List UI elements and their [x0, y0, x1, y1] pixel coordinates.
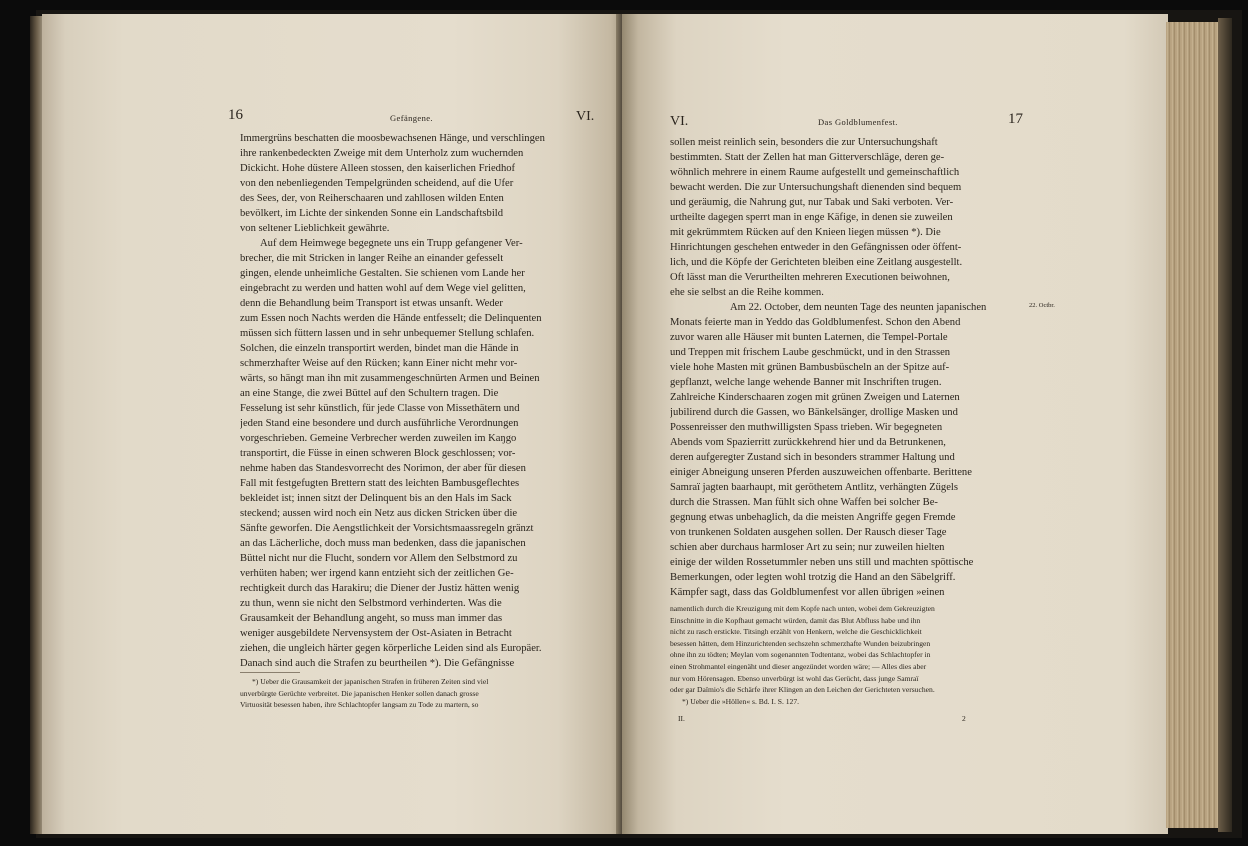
text-line: lich, und die Köpfe der Gerichteten bleiben eine Zeitlang ausgestellt.: [670, 257, 963, 268]
text-line: rechtigkeit durch das Harakiru; die Diener der Justiz hätten wenig: [240, 583, 520, 594]
footnote-line: Einschnitte in die Kopfhaut gemacht würden, damit das Blut Abfluss habe und ihn: [670, 615, 921, 625]
text-line: des Sees, der, von Reiherschaaren und zahllosen wilden Enten: [240, 193, 504, 204]
text-line: Solchen, die einzeln transportirt werden, bindet man die Hände in: [240, 343, 519, 354]
text-line: transportirt, die Füsse in einen schweren Block geschlossen; vor-: [240, 448, 516, 459]
text-line: Monats feierte man in Yeddo das Goldblumenfest. Schon den Abend: [670, 317, 961, 328]
footnote-line: unverbürgte Gerüchte verbreitet. Die japanischen Henker sollen danach grosse: [240, 688, 479, 698]
text-line: an eine Stange, die zwei Büttel auf den Schultern tragen. Die: [240, 388, 499, 399]
left-section-number: VI.: [576, 109, 595, 124]
text-line: denn die Behandlung beim Transport ist etwas unsanft. Weder: [240, 298, 503, 309]
text-line: und Treppen mit frischem Laube geschmückt, und in den Strassen: [670, 347, 951, 358]
text-line: jeden Stand eine besondere und durch ausführliche Verordnungen: [240, 418, 519, 429]
text-line: verhüten haben; wer irgend kann entzieht sich der zeitlichen Ge-: [240, 568, 514, 579]
text-line: Samraï jagten baarhaupt, mit geröthetem Antlitz, verhängten Zügels: [670, 482, 959, 493]
footnote-line: einen Strohmantel eingenäht und dieser angezündet worden wäre; — Alles dies aber: [670, 661, 927, 671]
text-line: von seltener Lieblichkeit gewährte.: [240, 223, 390, 234]
text-line: deren aufgeregter Zustand sich in besonders strammer Haltung und: [670, 452, 955, 463]
text-line: Danach sind auch die Strafen zu beurtheilen *). Die Gefängnisse: [240, 658, 515, 669]
text-line: Fesselung ist sehr künstlich, für jede Classe von Missethätern und: [240, 403, 520, 414]
text-line: Immergrüns beschatten die moosbewachsenen Hänge, und verschlingen: [240, 133, 545, 144]
signature-mark-right: 2: [962, 714, 966, 723]
text-line: Büttel nicht nur die Flucht, sondern vor Allem den Selbstmord zu: [240, 553, 518, 564]
text-line: Possenreisser den muthwilligsten Spass trieben. Wir begegneten: [670, 422, 943, 433]
signature-mark-left: II.: [678, 714, 685, 723]
text-line: wärts, so hängt man ihn mit zusammengeschnürten Armen und Beinen: [240, 373, 540, 384]
text-line: schmerzhafter Weise auf den Rücken; kann Einer nicht mehr vor-: [240, 358, 518, 369]
footnote-line: Virtuosität besessen haben, ihre Schlachtopfer langsam zu Tode zu martern, so: [240, 700, 479, 710]
text-line: ziehen, die ungleich härter gegen körperliche Leiden sind als Europäer.: [240, 643, 542, 654]
footnote-line: ohne ihn zu tödten; Meylan vom sogenannten Todtentanz, wobei das Schlachtopfer in: [670, 650, 931, 660]
footnote-line: namentlich durch die Kreuzigung mit dem Kopfe nach unten, wobei dem Gekreuzigten: [670, 604, 935, 613]
text-line: Auf dem Heimwege begegnete uns ein Trupp gefangener Ver-: [260, 238, 523, 249]
right-page: [622, 14, 1168, 834]
text-line: Abends vom Spazierritt zurückkehrend hier und da Betrunkenen,: [670, 437, 946, 448]
text-line: Am 22. October, dem neunten Tage des neunten japanischen: [730, 302, 987, 313]
text-line: Oft lässt man die Verurtheilten mehreren Executionen beiwohnen,: [670, 272, 950, 283]
text-line: gepflanzt, welche lange wehende Banner mit Inschriften trugen.: [670, 377, 942, 388]
footnote-line: besessen hätten, dem Hinzurichtenden sechszehn schmerzhafte Wunden beizubringen: [670, 638, 931, 648]
text-line: ehe sie selbst an die Reihe kommen.: [670, 287, 824, 298]
text-line: bestimmten. Statt der Zellen hat man Gitterverschläge, deren ge-: [670, 152, 945, 163]
text-line: Hinrichtungen geschehen entweder in den Gefängnissen oder öffent-: [670, 242, 962, 253]
text-line: Dickicht. Hohe düstere Alleen stossen, den kaiserlichen Friedhof: [240, 163, 516, 174]
left-footnote: [240, 676, 596, 711]
text-line: viele hohe Masten mit grünen Bambusbüscheln an der Spitze auf-: [670, 362, 950, 373]
right-body-text: [670, 135, 1024, 600]
left-running-head: Gefängene.: [390, 113, 433, 123]
text-line: ihre rankenbedeckten Zweige mit dem Unterholz zum wuchernden: [240, 148, 524, 159]
text-line: nehme haben das Standesvorrecht des Norimon, der aber für diesen: [240, 463, 526, 474]
right-running-head: Das Goldblumenfest.: [818, 117, 898, 127]
text-line: urtheilte dagegen sperrt man in enge Käfige, in denen sie zuweilen: [670, 212, 953, 223]
text-line: weniger ausgebildete Nervensystem der Ost-Asiaten in Betracht: [240, 628, 512, 639]
left-page: [42, 14, 628, 834]
text-line: einige der wilden Rossetummler neben uns still und machten spöttische: [670, 557, 974, 568]
text-line: Zahlreiche Kinderschaaren zogen mit grünen Zweigen und Laternen: [670, 392, 960, 403]
text-line: zuvor waren alle Häuser mit bunten Laternen, die Tempel-Portale: [670, 332, 948, 343]
text-line: zu thun, wenn sie nicht den Selbstmord verhinderten. Was die: [240, 598, 502, 609]
text-line: brecher, die mit Stricken in langer Reihe an einander gefesselt: [240, 253, 504, 264]
text-line: gingen, elende unheimliche Gestalten. Sie schienen vom Lande her: [240, 268, 525, 279]
text-line: von trunkenen Soldaten ausgehen sollen. Der Rausch dieser Tage: [670, 527, 947, 538]
left-page-number: 16: [228, 107, 243, 123]
text-line: an das Lächerliche, doch muss man bedenken, dass die japanischen: [240, 538, 526, 549]
text-line: Fall mit festgefugten Brettern statt des leichten Bambusgeflechtes: [240, 478, 520, 489]
text-line: und geräumig, die Nahrung gut, nur Tabak und Saki verboten. Ver-: [670, 197, 954, 208]
text-line: steckend; aussen wird noch ein Netz aus dicken Stricken über die: [240, 508, 518, 519]
text-line: einiger Abneigung unseren Pferden auszuweichen offenbarte. Berittene: [670, 467, 972, 478]
text-line: Bemerkungen, oder legten wohl trotzig die Hand an den Säbelgriff.: [670, 572, 956, 583]
text-line: bekleidet ist; innen sitzt der Delinquent bis an den Hals im Sack: [240, 493, 512, 504]
right-footnote: [670, 603, 1024, 707]
right-section-number: VI.: [670, 114, 689, 129]
text-line: Sänfte geworfen. Die Aengstlichkeit der Vorsichtsmaassregeln gränzt: [240, 523, 534, 534]
text-line: zum Essen noch Nachts werden die Hände entfesselt; die Delinquenten: [240, 313, 542, 324]
text-line: Kämpfer sagt, dass das Goldblumenfest vor allen übrigen »einen: [670, 587, 945, 598]
page-block-edge: [1166, 22, 1222, 828]
text-line: bevölkert, im Lichte der sinkenden Sonne ein Landschaftsbild: [240, 208, 504, 219]
right-page-number: 17: [1008, 111, 1023, 127]
text-line: bewacht werden. Die zur Untersuchungshaft dienenden sind bequem: [670, 182, 962, 193]
text-line: vorgeschrieben. Gemeine Verbrecher werden zuweilen im Kaŋgo: [240, 433, 517, 444]
footnote-line: *) Ueber die »Höllen« s. Bd. I. S. 127.: [682, 696, 800, 706]
text-line: jubilirend durch die Gassen, wo Bänkelsänger, drollige Masken und: [670, 407, 958, 418]
footnote-line: oder gar Daïmio's die Schärfe ihrer Klingen an den Leichen der Gerichteten versuchen.: [670, 685, 935, 695]
footnote-line: *) Ueber die Grausamkeit der japanischen Strafen in früheren Zeiten sind viel: [252, 677, 489, 686]
text-line: Grausamkeit der Behandlung angeht, so muss man immer das: [240, 613, 503, 624]
text-line: gegnung etwas unbehaglich, da die meisten Angriffe gegen Fremde: [670, 512, 956, 523]
text-line: schien aber durchaus harmloser Art zu sein; nur zuweilen hielten: [670, 542, 945, 553]
text-line: durch die Strassen. Man fühlt sich ohne Waffen bei solcher Be-: [670, 497, 938, 508]
text-line: müssen sich füttern lassen und in sehr unbequemer Stellung schlafen.: [240, 328, 535, 339]
text-line: sollen meist reinlich sein, besonders die zur Untersuchungshaft: [670, 137, 938, 148]
text-line: mit gekrümmtem Rücken auf den Knieen liegen müssen *). Die: [670, 227, 941, 238]
text-line: wöhnlich mehrere in einem Raume aufgestellt und gemeinschaftlich: [670, 167, 960, 178]
left-body-text: [240, 131, 596, 671]
right-cover-edge: [1218, 18, 1232, 832]
text-line: von den nebenliegenden Tempelgründen scheidend, auf die Ufer: [240, 178, 514, 189]
margin-date-note: 22. Octbr.: [1029, 302, 1055, 309]
footnote-line: nur vom Hörensagen. Ebenso unverbürgt ist wohl das Gerücht, dass junge Samraï: [670, 673, 919, 683]
footnote-rule: [240, 672, 300, 673]
text-line: eingebracht zu werden und hatten wohl auf dem Wege viel gelitten,: [240, 283, 526, 294]
footnote-line: nicht zu rasch erstickte. Titsingh erzählt von Henkern, welche die Geschicklichkeit: [670, 627, 922, 637]
